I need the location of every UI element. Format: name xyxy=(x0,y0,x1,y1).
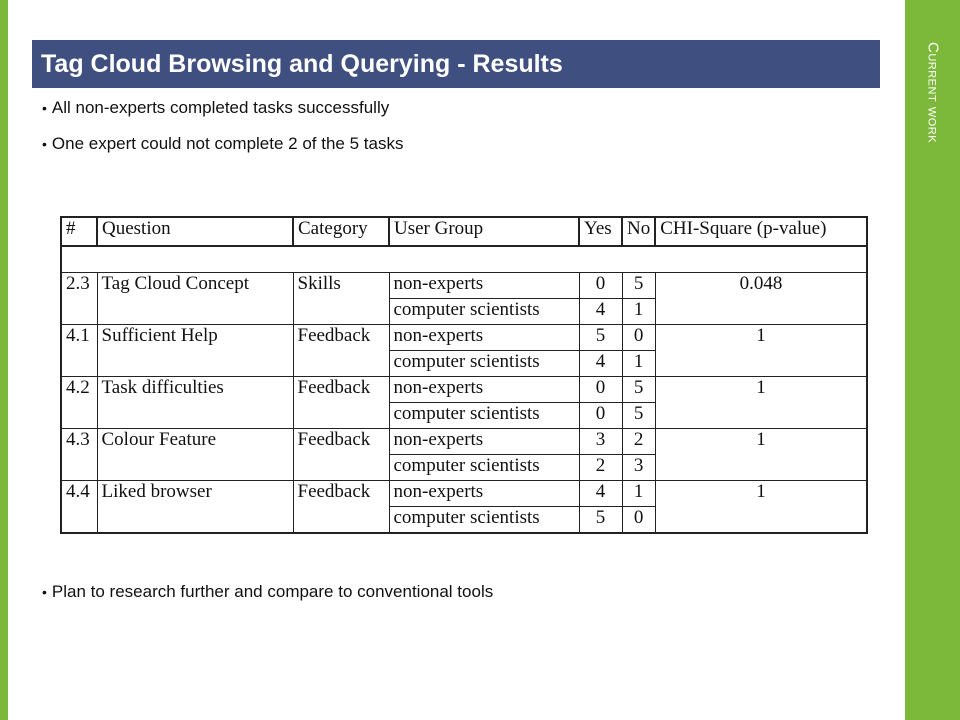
table-row xyxy=(61,273,867,299)
group-cell: non-experts xyxy=(389,429,579,455)
chi-square-cell: 1 xyxy=(655,377,867,429)
no-cell: 1 xyxy=(622,481,655,507)
no-cell: 5 xyxy=(622,403,655,429)
no-cell: 5 xyxy=(622,377,655,403)
yes-cell: 5 xyxy=(579,507,622,534)
no-cell: 1 xyxy=(622,299,655,325)
chi-square-cell: 0.048 xyxy=(655,273,867,325)
category-cell: Feedback xyxy=(293,325,389,377)
question-cell: Task difficulties xyxy=(97,377,293,429)
bullet-item xyxy=(42,582,493,602)
header-cell: No xyxy=(622,217,655,246)
group-cell: computer scientists xyxy=(389,403,579,429)
results-table-container xyxy=(60,216,868,534)
question-cell: Colour Feature xyxy=(97,429,293,481)
question-id-cell: 4.2 xyxy=(61,377,97,429)
group-cell: computer scientists xyxy=(389,507,579,534)
slide-title: Tag Cloud Browsing and Querying - Results xyxy=(41,49,563,78)
yes-cell: 4 xyxy=(579,299,622,325)
header-cell: Category xyxy=(293,217,389,246)
bullet-dot-icon: • xyxy=(42,584,47,600)
yes-cell: 0 xyxy=(579,403,622,429)
yes-cell: 3 xyxy=(579,429,622,455)
section-label-text: Current work xyxy=(924,42,942,144)
yes-cell: 5 xyxy=(579,325,622,351)
header-cell: User Group xyxy=(389,217,579,246)
no-cell: 0 xyxy=(622,507,655,534)
question-cell: Tag Cloud Concept xyxy=(97,273,293,325)
bullet-text: One expert could not complete 2 of the 5 tasks xyxy=(51,134,404,153)
bullet-item xyxy=(42,98,389,118)
question-id-cell: 2.3 xyxy=(61,273,97,325)
chi-square-cell: 1 xyxy=(655,481,867,534)
bullet-text: All non-experts completed tasks successfully xyxy=(51,98,390,117)
group-cell: computer scientists xyxy=(389,351,579,377)
table-header-row xyxy=(61,217,867,246)
question-id-cell: 4.4 xyxy=(61,481,97,534)
results-table xyxy=(60,216,868,534)
group-cell: non-experts xyxy=(389,325,579,351)
header-cell: CHI-Square (p-value) xyxy=(655,217,867,246)
category-cell: Feedback xyxy=(293,429,389,481)
title-bar xyxy=(32,40,880,88)
no-cell: 5 xyxy=(622,273,655,299)
chi-square-cell: 1 xyxy=(655,325,867,377)
yes-cell: 4 xyxy=(579,351,622,377)
category-cell: Feedback xyxy=(293,481,389,534)
group-cell: non-experts xyxy=(389,273,579,299)
no-cell: 0 xyxy=(622,325,655,351)
question-cell: Liked browser xyxy=(97,481,293,534)
header-cell: Yes xyxy=(579,217,622,246)
yes-cell: 4 xyxy=(579,481,622,507)
yes-cell: 0 xyxy=(579,273,622,299)
group-cell: computer scientists xyxy=(389,455,579,481)
question-id-cell: 4.1 xyxy=(61,325,97,377)
category-cell: Feedback xyxy=(293,377,389,429)
group-cell: non-experts xyxy=(389,481,579,507)
bullet-dot-icon: • xyxy=(42,136,47,152)
table-row xyxy=(61,377,867,403)
yes-cell: 2 xyxy=(579,455,622,481)
bullet-item xyxy=(42,134,403,154)
group-cell: non-experts xyxy=(389,377,579,403)
group-cell: computer scientists xyxy=(389,299,579,325)
header-cell: # xyxy=(61,217,97,246)
question-cell: Sufficient Help xyxy=(97,325,293,377)
no-cell: 3 xyxy=(622,455,655,481)
header-cell: Question xyxy=(97,217,293,246)
bullet-text: Plan to research further and compare to conventional tools xyxy=(51,582,494,601)
no-cell: 1 xyxy=(622,351,655,377)
question-id-cell: 4.3 xyxy=(61,429,97,481)
table-row xyxy=(61,481,867,507)
table-row xyxy=(61,429,867,455)
yes-cell: 0 xyxy=(579,377,622,403)
table-row xyxy=(61,325,867,351)
left-accent-bar xyxy=(0,0,8,720)
category-cell: Skills xyxy=(293,273,389,325)
bullet-dot-icon: • xyxy=(42,100,47,116)
no-cell: 2 xyxy=(622,429,655,455)
section-label xyxy=(918,42,948,217)
chi-square-cell: 1 xyxy=(655,429,867,481)
